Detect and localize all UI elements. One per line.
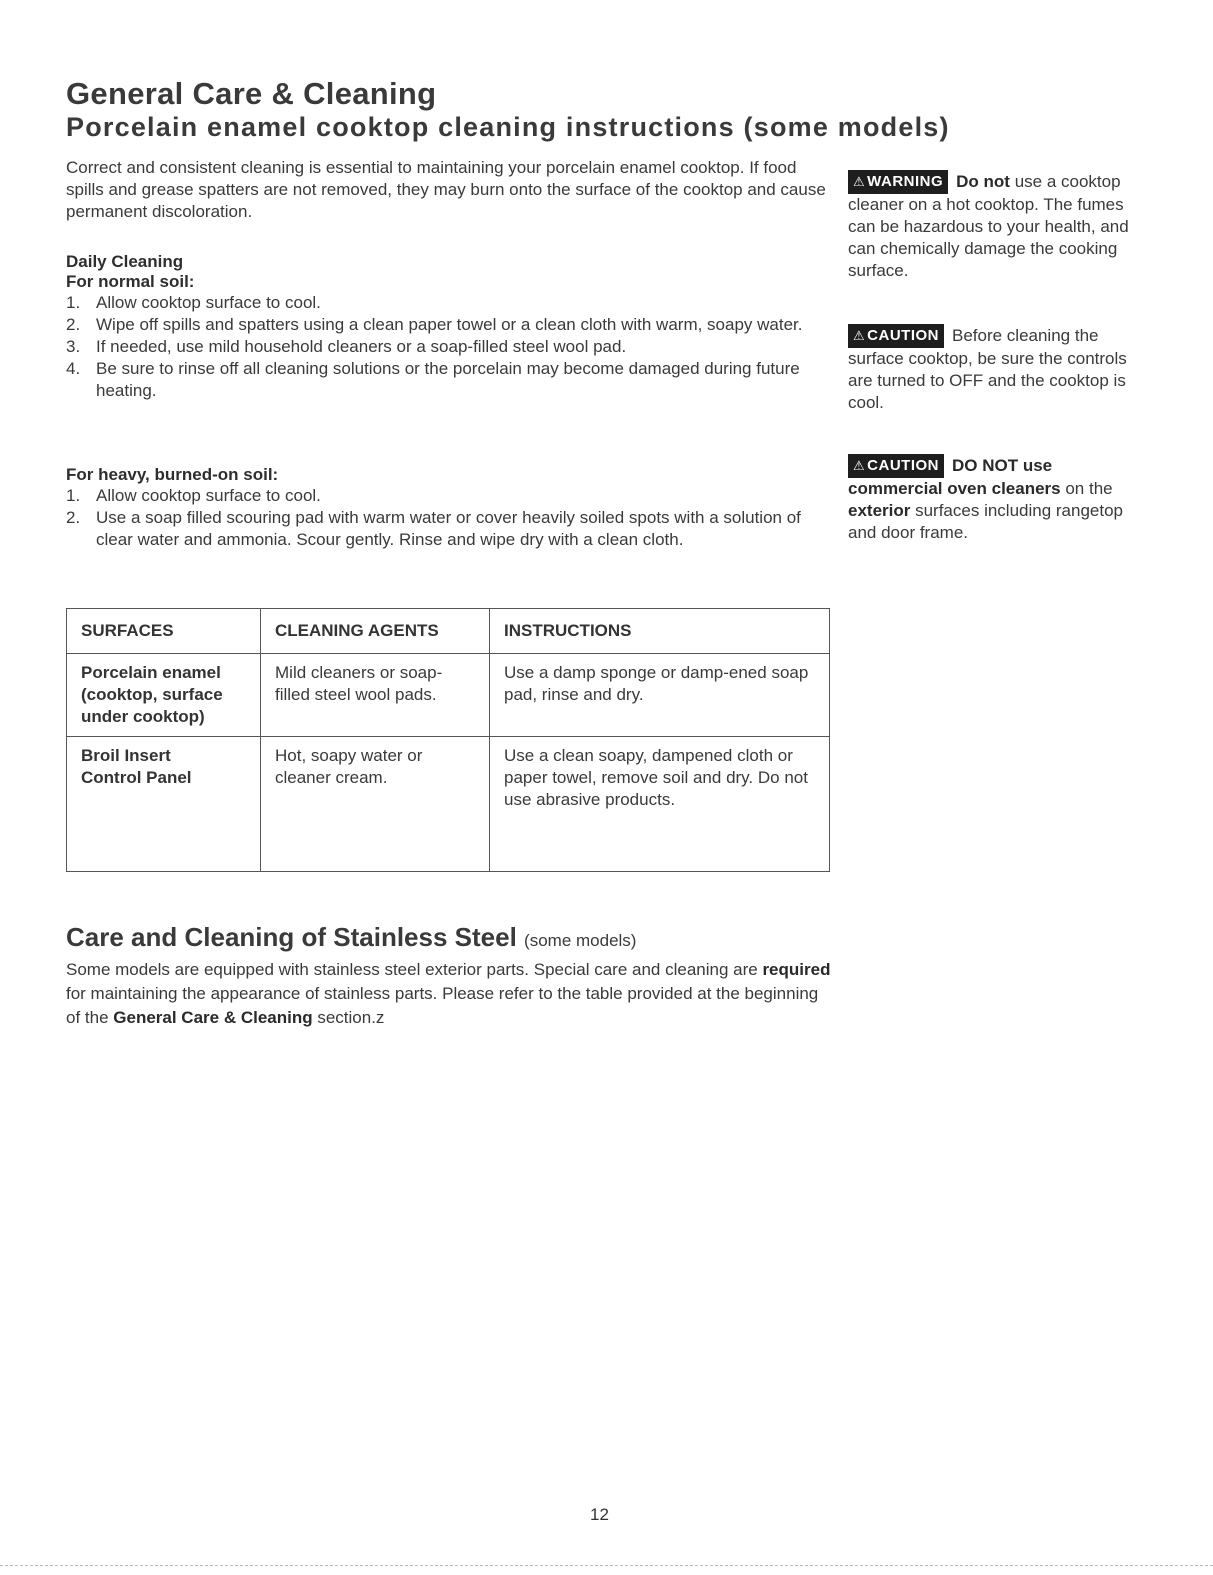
caution-note-2 xyxy=(848,454,1148,544)
step-number: 4. xyxy=(66,359,81,378)
step-text: Be sure to rinse off all cleaning solutions or the porcelain may become damaged during future heating. xyxy=(96,359,800,400)
table-cell: Broil Insert Control Panel xyxy=(67,737,261,872)
normal-soil-steps xyxy=(66,292,826,402)
daily-cleaning-section xyxy=(66,252,826,402)
table-cell: Hot, soapy water or cleaner cream. xyxy=(261,737,490,872)
stainless-heading xyxy=(66,922,636,953)
table-cell: Use a clean soapy, dampened cloth or paper towel, remove soil and dry. Do not use abrasive products. xyxy=(490,737,830,872)
step-number: 3. xyxy=(66,337,81,356)
step-text: Allow cooktop surface to cool. xyxy=(96,293,321,312)
list-item xyxy=(66,485,826,507)
step-number: 2. xyxy=(66,508,81,527)
warning-bold: Do not xyxy=(956,172,1010,191)
table-row xyxy=(67,737,830,872)
caution-text: on the xyxy=(1060,479,1113,498)
normal-soil-heading: For normal soil: xyxy=(66,272,195,291)
step-text: Use a soap filled scouring pad with warm water or cover heavily soiled spots with a solution of clear water and ammonia. Scour gently. Rinse and wipe dry with a clean cloth. xyxy=(96,508,801,549)
caution-note-1 xyxy=(848,324,1148,414)
warning-badge-label: WARNING xyxy=(867,173,944,190)
intro-paragraph: Correct and consistent cleaning is essential to maintaining your porcelain enamel cooktop. If food spills and grease spatters are not removed, they may burn onto the surface of the cooktop and cause permanent discoloration. xyxy=(66,158,826,221)
table-cell: Mild cleaners or soap-filled steel wool pads. xyxy=(261,654,490,737)
warning-note xyxy=(848,170,1148,282)
caution-badge-label: CAUTION xyxy=(867,457,939,474)
list-item xyxy=(66,358,826,402)
stainless-bold: General Care & Cleaning xyxy=(113,1008,313,1027)
caution-bold: commercial oven cleaners xyxy=(848,479,1061,498)
warning-triangle-icon: ⚠ xyxy=(853,328,866,343)
caution-badge xyxy=(848,324,944,348)
stainless-bold: required xyxy=(762,960,831,979)
section-subtitle: Porcelain enamel cooktop cleaning instructions (some models) xyxy=(66,112,950,142)
table-header-row xyxy=(67,609,830,654)
stainless-paragraph xyxy=(66,958,836,1030)
page-number: 12 xyxy=(590,1505,609,1524)
list-item xyxy=(66,336,826,358)
cleaning-table xyxy=(66,608,830,872)
list-item xyxy=(66,292,826,314)
step-number: 1. xyxy=(66,293,81,312)
step-text: Wipe off spills and spatters using a clean paper towel or a clean cloth with warm, soapy water. xyxy=(96,315,803,334)
table-cell: Use a damp sponge or damp-ened soap pad, rinse and dry. xyxy=(490,654,830,737)
heavy-soil-heading: For heavy, burned-on soil: xyxy=(66,465,279,484)
column-header: CLEANING AGENTS xyxy=(261,609,490,654)
column-header: SURFACES xyxy=(67,609,261,654)
caution-text: surfaces including rangetop and door frame. xyxy=(848,501,1124,542)
stainless-text: section.z xyxy=(312,1008,385,1027)
stainless-heading-text: Care and Cleaning of Stainless Steel xyxy=(66,922,517,952)
caution-text: DO NOT use xyxy=(951,456,1053,475)
column-header: INSTRUCTIONS xyxy=(490,609,830,654)
step-text: Allow cooktop surface to cool. xyxy=(96,486,321,505)
caution-bold: exterior xyxy=(848,501,911,520)
list-item xyxy=(66,507,826,551)
warning-text: use a cooktop cleaner on a hot cooktop. The fumes can be hazardous to your health, and can chemically damage the cooking surface. xyxy=(848,172,1129,280)
step-number: 1. xyxy=(66,486,81,505)
heavy-soil-section xyxy=(66,465,826,551)
table-cell: Porcelain enamel (cooktop, surface under cooktop) xyxy=(67,654,261,737)
warning-triangle-icon: ⚠ xyxy=(853,458,866,473)
stainless-heading-note: (some models) xyxy=(524,931,637,950)
caution-text: Before cleaning the surface cooktop, be sure the controls are turned to OFF and the cooktop is cool. xyxy=(848,326,1127,412)
heavy-soil-steps xyxy=(66,485,826,551)
warning-triangle-icon: ⚠ xyxy=(853,174,866,189)
stainless-text: for maintaining the appearance of stainless parts. Please refer to the table provided at the beginning of the xyxy=(66,984,819,1027)
step-number: 2. xyxy=(66,315,81,334)
page-bottom-divider xyxy=(0,1565,1213,1566)
warning-badge xyxy=(848,170,948,194)
caution-badge-label: CAUTION xyxy=(867,327,939,344)
list-item xyxy=(66,314,826,336)
stainless-text: Some models are equipped with stainless steel exterior parts. Special care and cleaning are xyxy=(66,960,763,979)
caution-badge xyxy=(848,454,944,478)
step-text: If needed, use mild household cleaners or a soap-filled steel wool pad. xyxy=(96,337,627,356)
table-row xyxy=(67,654,830,737)
daily-cleaning-heading: Daily Cleaning xyxy=(66,252,184,271)
page-title: General Care & Cleaning xyxy=(66,76,437,111)
